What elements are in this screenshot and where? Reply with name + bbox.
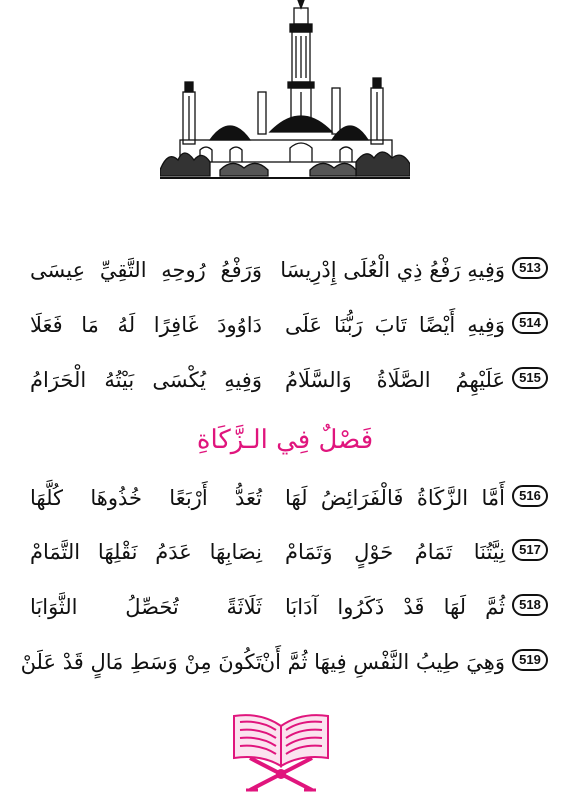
verse-number-badge: 516 bbox=[512, 485, 548, 507]
verse-second-hemistich: ثَلَاثَةً تُحَصِّلُ الثَّوَابَا bbox=[30, 595, 262, 619]
verse-row-516 bbox=[0, 478, 565, 518]
verse-first-hemistich: وَفِيهِ أَيْضًا تَابَ رَبُّنَا عَلَى bbox=[285, 313, 505, 337]
verse-row-517 bbox=[0, 532, 565, 572]
verse-first-hemistich: وَفِيهِ رَفْعُ ذِي الْعُلَى إِدْرِيسَا bbox=[280, 258, 505, 282]
verse-number-badge: 517 bbox=[512, 539, 548, 561]
verse-row-515 bbox=[0, 360, 565, 400]
open-book-on-stand-icon bbox=[226, 706, 336, 792]
verse-second-hemistich: وَفِيهِ يُكْسَى بَيْتُهُ الْحَرَامُ bbox=[30, 368, 262, 392]
verse-row-514 bbox=[0, 305, 565, 345]
verse-row-518 bbox=[0, 587, 565, 627]
verse-row-513 bbox=[0, 250, 565, 290]
verse-first-hemistich: عَلَيْهِمُ الصَّلَاةُ وَالسَّلَامُ bbox=[285, 368, 505, 392]
verse-first-hemistich: ثُمَّ لَهَا قَدْ ذَكَرُوا آدَابَا bbox=[285, 595, 505, 619]
verse-second-hemistich: نِصَابِهَا عَدَمُ نَقْلِهَا التَّمَامْ bbox=[30, 540, 262, 564]
verse-number-badge: 519 bbox=[512, 649, 548, 671]
verse-first-hemistich: وَهِيَ طِيبُ النَّفْسِ فِيهَا ثُمَّ أَنْ bbox=[259, 650, 505, 674]
verse-row-519 bbox=[0, 642, 565, 682]
verse-second-hemistich: تَكُونَ مِنْ وَسَطِ مَالٍ قَدْ عَلَنْ bbox=[20, 650, 262, 674]
verse-first-hemistich: نِيَّتُنَا تَمَامُ حَوْلٍ وَتَمَامْ bbox=[285, 540, 505, 564]
mosque-illustration bbox=[160, 0, 410, 190]
section-heading: فَصْلٌ فِي الـزَّكَاةِ bbox=[196, 425, 374, 455]
verse-second-hemistich: وَرَفْعُ رُوحِهِ التَّقِيِّ عِيسَى bbox=[30, 258, 262, 282]
verse-number-badge: 514 bbox=[512, 312, 548, 334]
verse-second-hemistich: دَاوُودَ غَافِرًا لَهُ مَا فَعَلَا bbox=[30, 313, 262, 337]
verse-number-badge: 518 bbox=[512, 594, 548, 616]
verse-number-badge: 513 bbox=[512, 257, 548, 279]
verse-second-hemistich: تُعَدُّ أَرْبَعًا خُذُوهَا كُلَّهَا bbox=[30, 486, 262, 510]
verse-first-hemistich: أَمَّا الزَّكَاةُ فَالْفَرَائِضُ لَهَا bbox=[285, 486, 505, 510]
verse-number-badge: 515 bbox=[512, 367, 548, 389]
